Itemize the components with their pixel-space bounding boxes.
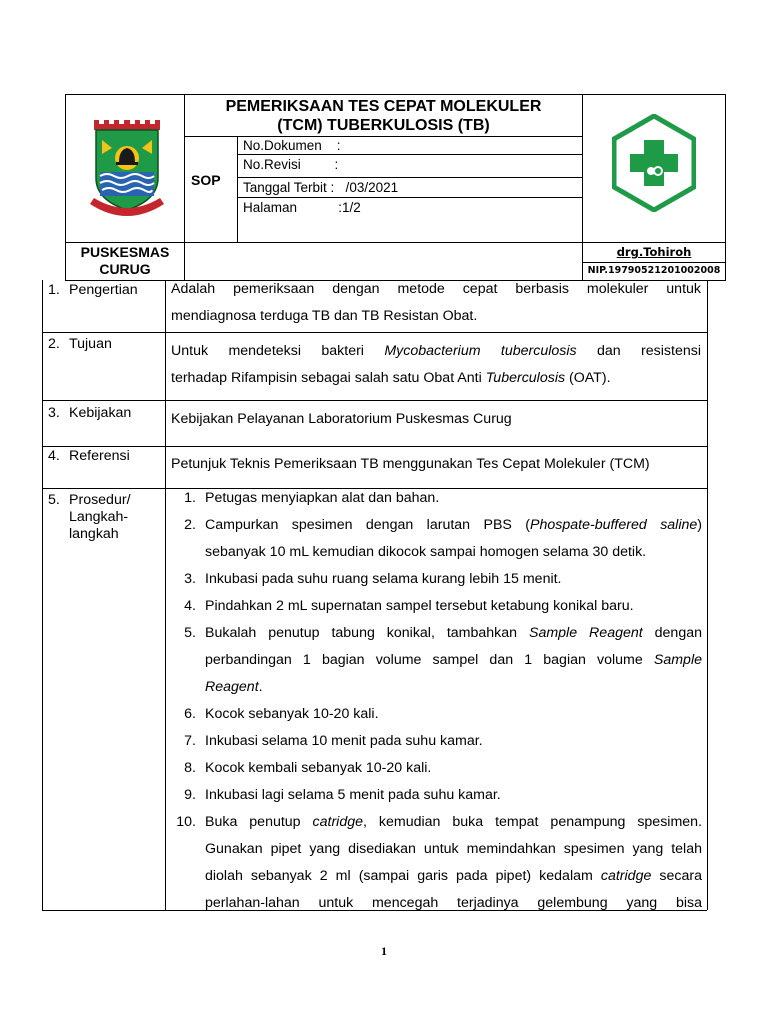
puskesmas-logo	[612, 114, 696, 212]
field-no-dokumen: No.Dokumen :	[243, 138, 341, 153]
step-italic: catridge	[600, 868, 652, 884]
step-number: 3.	[184, 571, 196, 587]
label-prosedur	[69, 492, 131, 543]
step-text-line: perlahan-lahan untuk mencegah terjadinya gelembung yang bisa	[205, 895, 702, 911]
logo-cell-bottom-line	[65, 242, 184, 243]
sop-bottom-line	[184, 242, 582, 243]
step-text-line: sebanyak 10 mL kemudian dikocok sampai homogen selama 30 detik.	[205, 544, 647, 560]
header-right-border	[725, 94, 726, 280]
label-referensi: Referensi	[69, 448, 130, 464]
tujuan-line-1	[171, 338, 701, 365]
row-number-3: 3.	[48, 405, 60, 421]
signer-name: drg.Tohiroh	[616, 245, 692, 259]
step-text: Pindahkan 2 mL supernatan sampel tersebut ketabung konikal baru.	[205, 598, 634, 614]
label-kebijakan: Kebijakan	[69, 405, 132, 421]
row-number-1: 1.	[48, 282, 60, 298]
field-tanggal-terbit: Tanggal Terbit : /03/2021	[243, 180, 399, 195]
step-italic: Sample Reagent	[529, 625, 643, 641]
step-text: , kemudian buka tempat penampung spesimen.	[363, 814, 702, 830]
step-number: 8.	[184, 760, 196, 776]
step-text: Petugas menyiapkan alat dan bahan.	[205, 490, 440, 506]
step-number: 9.	[184, 787, 196, 803]
prosedur-label-line-2: Langkah-	[69, 509, 129, 525]
pengertian-line-2: mendiagnosa terduga TB dan TB Resistan Obat.	[171, 308, 478, 324]
step-text: Campurkan spesimen dengan larutan PBS (	[205, 517, 531, 533]
step-text: Inkubasi lagi selama 5 menit pada suhu kamar.	[205, 787, 501, 803]
tujuan-tuberculosis: Tuberculosis	[485, 370, 566, 386]
tujuan-text-a: Untuk mendeteksi bakteri	[171, 343, 385, 359]
tujuan-text-c: terhadap Rifampisin sebagai salah satu Obat Anti	[171, 370, 486, 386]
step-text-line: Gunakan pipet yang disediakan untuk memindahkan spesimen yang telah	[205, 841, 702, 857]
signer-divider-line	[582, 262, 725, 263]
sop-divider	[237, 136, 238, 242]
content-tujuan	[171, 338, 701, 392]
step-text-line	[205, 620, 702, 647]
tujuan-line-2	[171, 365, 701, 392]
prosedur-steps	[172, 485, 702, 917]
step-text: Kocok sebanyak 10-20 kali.	[205, 706, 379, 722]
title-line-2: (TCM) TUBERKULOSIS (TB)	[277, 117, 490, 134]
step-italic: Phospate-buffered saline	[530, 517, 698, 533]
step-text: Buka penutup	[205, 814, 313, 830]
table-column-divider	[165, 280, 166, 910]
label-pengertian: Pengertian	[69, 282, 138, 298]
step-item	[172, 593, 702, 620]
field-line-3	[237, 197, 582, 198]
step-italic: Sample	[653, 652, 702, 668]
step-number: 10.	[176, 814, 196, 830]
row-line-3	[42, 446, 707, 447]
tujuan-text-b: dan resistensi	[576, 343, 701, 359]
step-item	[172, 512, 702, 566]
institution-line-2: CURUG	[99, 261, 151, 277]
step-text: Bukalah penutup tabung konikal, tambahkan	[205, 625, 529, 641]
field-line-2	[237, 177, 582, 178]
row-number-5: 5.	[48, 492, 60, 508]
content-kebijakan: Kebijakan Pelayanan Laboratorium Puskesmas Curug	[171, 411, 512, 427]
step-number: 7.	[184, 733, 196, 749]
step-item	[172, 620, 702, 701]
step-text-line	[205, 674, 702, 701]
field-halaman: Halaman :1/2	[243, 200, 361, 215]
table-right-border	[707, 280, 708, 910]
step-text: secara	[651, 868, 703, 884]
step-text: Inkubasi pada suhu ruang selama kurang lebih 15 menit.	[205, 571, 562, 587]
step-item	[172, 755, 702, 782]
kabupaten-crest-logo	[88, 120, 166, 224]
label-tujuan: Tujuan	[69, 336, 112, 352]
prosedur-label-line-1: Prosedur/	[69, 492, 131, 508]
step-italic: Reagent	[205, 679, 259, 695]
step-text: Kocok kembali sebanyak 10-20 kali.	[205, 760, 432, 776]
row-line-2	[42, 400, 707, 401]
row-number-2: 2.	[48, 336, 60, 352]
right-logo-bottom-line	[582, 242, 725, 243]
page-number: 1	[381, 944, 387, 958]
step-text-line	[205, 512, 702, 539]
content-referensi: Petunjuk Teknis Pemeriksaan TB menggunakan Tes Cepat Molekuler (TCM)	[171, 456, 650, 472]
step-text-line	[205, 647, 702, 674]
step-text: Inkubasi selama 10 menit pada suhu kamar.	[205, 733, 483, 749]
field-line-1	[237, 154, 582, 155]
step-item	[172, 701, 702, 728]
field-no-revisi: No.Revisi :	[243, 157, 339, 172]
content-pengertian	[171, 276, 701, 330]
step-item	[172, 728, 702, 755]
document-title	[185, 97, 582, 135]
step-number: 4.	[184, 598, 196, 614]
institution-name	[66, 244, 184, 278]
step-text: dengan	[642, 625, 702, 641]
pengertian-line-1: Adalah pemeriksaan dengan metode cepat berbasis molekuler untuk	[171, 281, 701, 297]
step-italic: catridge	[312, 814, 364, 830]
header-top-border	[65, 94, 726, 95]
step-text: )	[697, 517, 702, 533]
step-number: 2.	[184, 517, 196, 533]
table-left-border	[42, 280, 43, 910]
signer-nip: NIP.197905212010020​08	[587, 265, 721, 276]
step-item	[172, 566, 702, 593]
step-item	[172, 809, 702, 917]
step-number: 5.	[184, 625, 196, 641]
step-text-line	[205, 863, 702, 890]
institution-line-1: PUSKESMAS	[80, 244, 170, 260]
step-item	[172, 485, 702, 512]
step-number: 6.	[184, 706, 196, 722]
step-text: .	[258, 679, 263, 695]
step-text: diolah sebanyak 2 ml (sampai garis pada pipet) kedalam	[205, 868, 601, 884]
title-line-1: PEMERIKSAAN TES CEPAT MOLEKULER	[225, 98, 542, 115]
step-number: 1.	[184, 490, 196, 506]
tujuan-species: Mycobacterium tuberculosis	[384, 343, 577, 359]
row-line-1	[42, 332, 707, 333]
step-text-line	[205, 809, 702, 836]
step-text: perbandingan 1 bagian volume sampel dan 1 bagian volume	[205, 652, 654, 668]
prosedur-label-line-3: langkah	[69, 526, 119, 542]
step-item	[172, 782, 702, 809]
tujuan-text-d: (OAT).	[565, 370, 611, 386]
sop-label: SOP	[191, 172, 221, 188]
row-number-4: 4.	[48, 448, 60, 464]
